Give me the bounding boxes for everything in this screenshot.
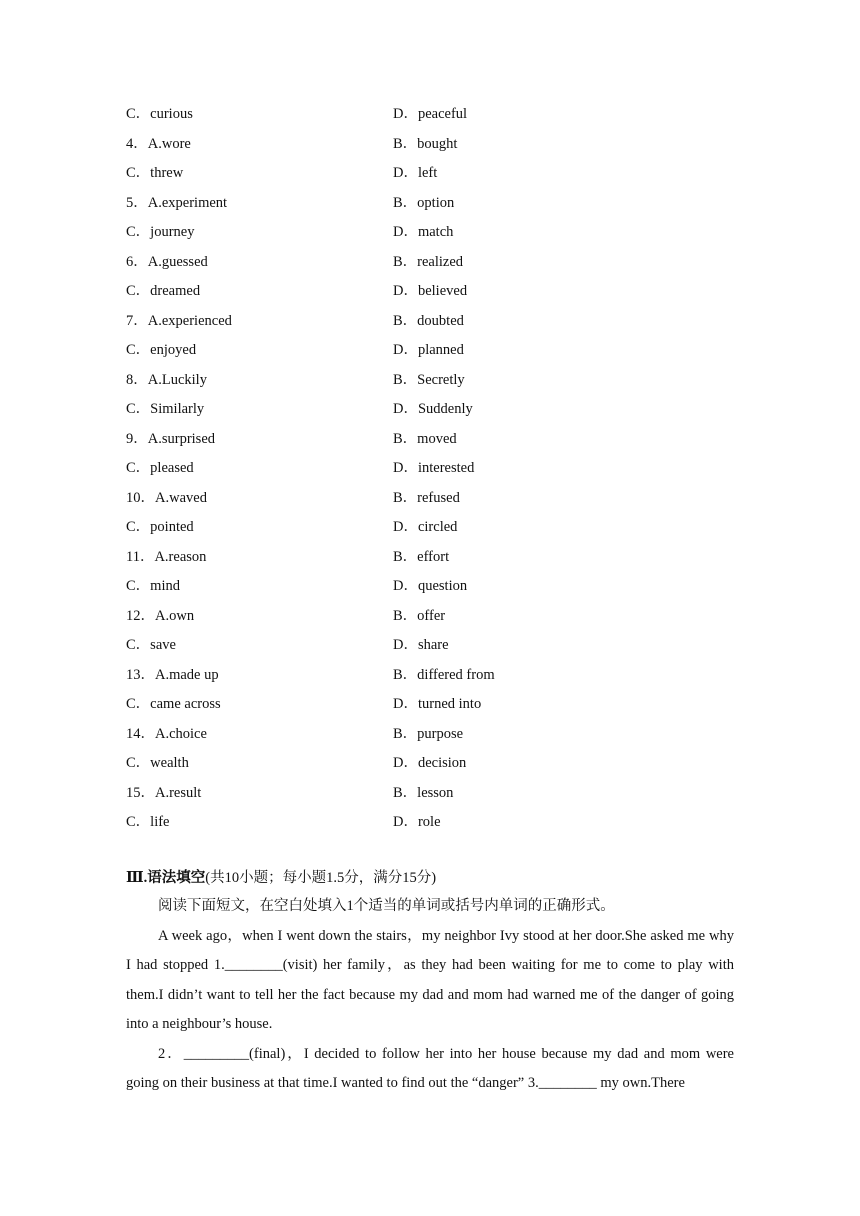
option-row [126, 543, 746, 573]
option-row [126, 366, 746, 396]
passage-paragraph-1: A week ago，when I went down the stairs，my neighbor Ivy stood at her door.She asked me why I had stopped 1.________(visit) her family，as they had been waiting for me to come to play with them.I didn’t want to tell her the fact because my dad and mom had warned me of the danger of going into a neighbour’s house. [126, 927, 734, 1032]
option-row [126, 749, 746, 779]
option-row [126, 602, 746, 632]
option-row [126, 425, 746, 455]
passage-paragraph-2: 2．_________(final)，I decided to follow her into her house because my dad and mom were going on their business at that time.I wanted to find out the “danger” 3.________ my own.There [126, 1045, 734, 1091]
option-left: C．came across [126, 696, 221, 712]
option-right: D．peaceful [393, 106, 468, 122]
option-row [126, 690, 746, 720]
option-row [126, 189, 746, 219]
option-left: C．Similarly [126, 401, 205, 417]
option-row [126, 808, 746, 838]
option-left: 11．A.reason [126, 548, 207, 565]
option-right: D．Suddenly [393, 401, 473, 417]
option-row [126, 336, 746, 366]
option-right: B．lesson [393, 784, 454, 801]
option-right: D．planned [393, 342, 464, 358]
option-row [126, 159, 746, 189]
grammar-fill-section [126, 864, 734, 1099]
option-row [126, 454, 746, 484]
option-row [126, 307, 746, 337]
option-left: 15．A.result [126, 784, 202, 801]
option-right: B．Secretly [393, 371, 465, 388]
option-right: D．left [393, 165, 438, 181]
option-left: 10．A.waved [126, 489, 207, 506]
answer-options-list [126, 100, 746, 838]
option-left: 4．A.wore [126, 135, 191, 152]
option-left: C．pointed [126, 519, 194, 535]
option-left: 8．A.Luckily [126, 371, 207, 388]
section-instruction: 阅读下面短文，在空白处填入1个适当的单词或括号内单词的正确形式。 [158, 898, 615, 914]
option-row [126, 631, 746, 661]
option-left: C．save [126, 637, 176, 653]
option-right: B．differed from [393, 666, 495, 683]
option-right: D．match [393, 224, 454, 240]
option-right: B．refused [393, 489, 460, 506]
option-left: 13．A.made up [126, 666, 219, 683]
option-left: C．pleased [126, 460, 194, 476]
option-row [126, 779, 746, 809]
option-row [126, 248, 746, 278]
option-row [126, 277, 746, 307]
option-right: D．circled [393, 519, 458, 535]
option-left: C．curious [126, 106, 193, 122]
option-left: C．mind [126, 578, 180, 594]
option-right: D．turned into [393, 696, 482, 712]
option-right: B．bought [393, 135, 458, 152]
option-row [126, 395, 746, 425]
option-left: 7．A.experienced [126, 312, 232, 329]
section-title [126, 864, 734, 892]
option-row [126, 513, 746, 543]
option-row [126, 720, 746, 750]
option-left: 9．A.surprised [126, 430, 216, 447]
option-right: B．realized [393, 253, 464, 270]
option-left: 12．A.own [126, 607, 195, 624]
option-row [126, 661, 746, 691]
option-right: D．decision [393, 755, 467, 771]
option-left: C．threw [126, 165, 184, 181]
option-right: D．role [393, 814, 441, 830]
option-row [126, 100, 746, 130]
option-right: B．option [393, 194, 455, 211]
section-title-bold: Ⅲ.语法填空 [126, 870, 206, 886]
option-right: B．effort [393, 548, 450, 565]
option-right: D．interested [393, 460, 475, 476]
option-right: D．question [393, 578, 468, 594]
option-row [126, 218, 746, 248]
option-left: 5．A.experiment [126, 194, 228, 211]
option-right: B．doubted [393, 312, 464, 329]
option-right: B．moved [393, 430, 457, 447]
option-row [126, 484, 746, 514]
option-row [126, 130, 746, 160]
section-title-scoring: (共10小题；每小题1.5分，满分15分) [205, 870, 437, 886]
option-right: B．offer [393, 607, 446, 624]
option-left: C．life [126, 814, 170, 830]
option-left: C．enjoyed [126, 342, 197, 358]
option-right: D．believed [393, 283, 468, 299]
option-right: B．purpose [393, 725, 464, 742]
option-row [126, 572, 746, 602]
option-left: 6．A.guessed [126, 253, 208, 270]
option-left: C．wealth [126, 755, 189, 771]
option-right: D．share [393, 637, 449, 653]
option-left: C．journey [126, 224, 195, 240]
option-left: 14．A.choice [126, 725, 207, 742]
option-left: C．dreamed [126, 283, 201, 299]
